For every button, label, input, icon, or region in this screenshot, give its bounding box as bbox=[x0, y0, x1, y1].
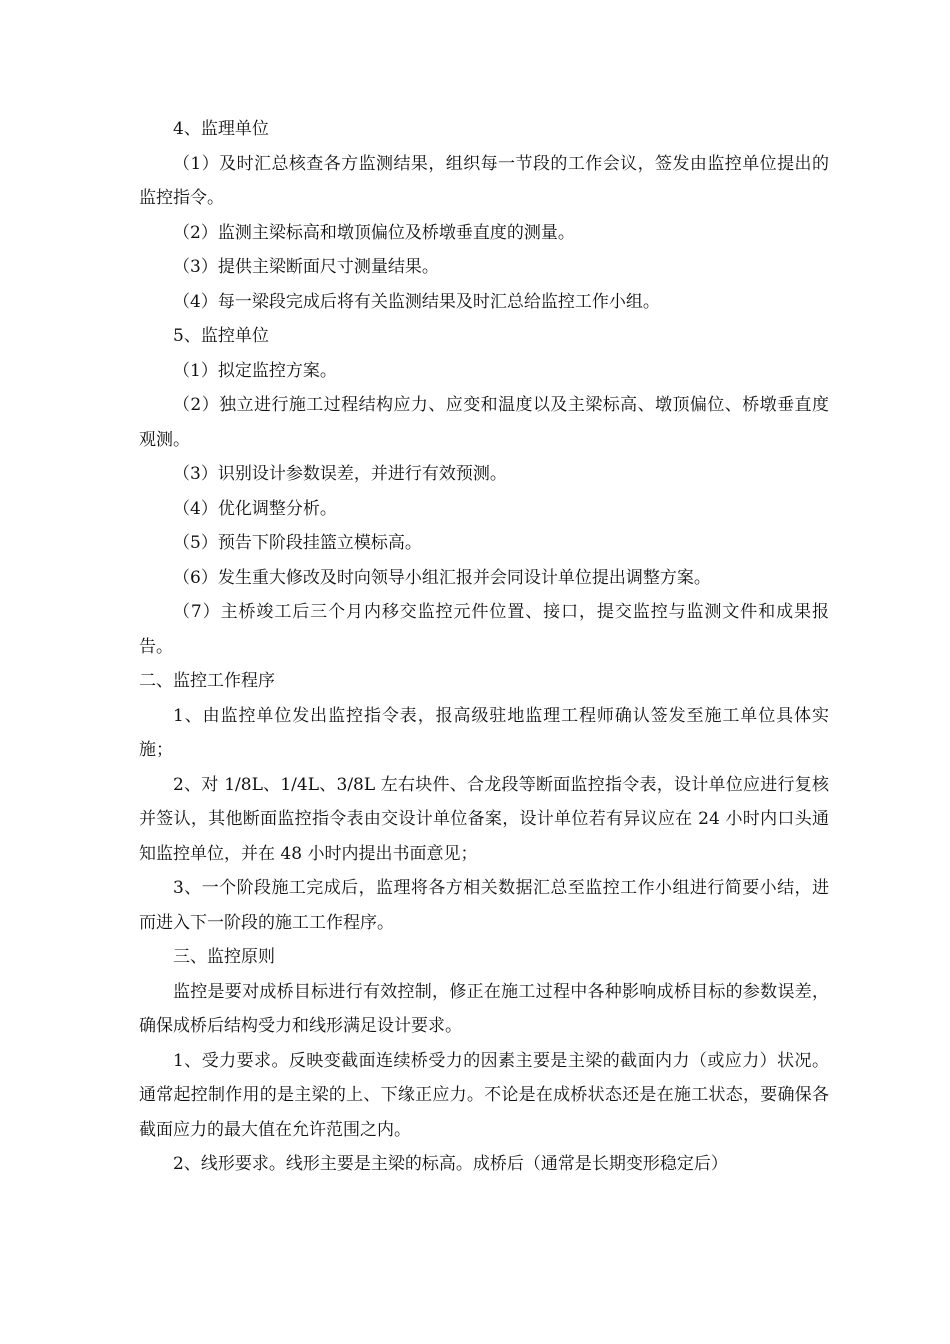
paragraph: （6）发生重大修改及时向领导小组汇报并会同设计单位提出调整方案。 bbox=[173, 567, 711, 588]
paragraph: （5）预告下阶段挂篮立模标高。 bbox=[173, 533, 422, 553]
paragraph: 监控是要对成桥目标进行有效控制，修正在施工过程中各种影响成桥目标的参数误差，确保成桥后结构受力和线形满足设计要求。 bbox=[139, 981, 829, 1036]
paragraph: 3、一个阶段施工完成后，监理将各方相关数据汇总至监控工作小组进行简要小结，进而进入下一阶段的施工工作程序。 bbox=[139, 878, 829, 933]
paragraph: 2、对 1/8L、1/4L、3/8L 左右块件、合龙段等断面监控指令表，设计单位应进行复核并签认，其他断面监控指令表由交设计单位备案，设计单位若有异议应在 24 小时内口头通知监控单位，并在 48 小时内提出书面意见； bbox=[139, 774, 829, 864]
paragraph: （4）每一梁段完成后将有关监测结果及时汇总给监控工作小组。 bbox=[173, 291, 660, 312]
paragraph: （2）独立进行施工过程结构应力、应变和温度以及主梁标高、墩顶偏位、桥墩垂直度观测。 bbox=[139, 395, 829, 450]
paragraph: （7）主桥竣工后三个月内移交监控元件位置、接口，提交监控与监测文件和成果报告。 bbox=[139, 602, 829, 657]
section-heading-supervision-unit: 4、监理单位 bbox=[173, 119, 269, 139]
paragraph: （4）优化调整分析。 bbox=[173, 498, 337, 519]
chapter-heading-monitoring-procedure: 二、监控工作程序 bbox=[139, 671, 275, 691]
paragraph: 2、线形要求。线形主要是主梁的标高。成桥后（通常是长期变形稳定后） bbox=[173, 1154, 728, 1174]
paragraph: 1、由监控单位发出监控指令表，报高级驻地监理工程师确认签发至施工单位具体实施； bbox=[139, 705, 829, 760]
chapter-heading-monitoring-principles: 三、监控原则 bbox=[173, 947, 275, 967]
paragraph: （1）拟定监控方案。 bbox=[173, 360, 337, 381]
paragraph: （3）识别设计参数误差，并进行有效预测。 bbox=[173, 464, 507, 484]
document-body bbox=[139, 112, 829, 1182]
paragraph: （2）监测主梁标高和墩顶偏位及桥墩垂直度的测量。 bbox=[173, 222, 575, 243]
section-heading-monitoring-unit: 5、监控单位 bbox=[173, 326, 269, 346]
paragraph: 1、受力要求。反映变截面连续桥受力的因素主要是主梁的截面内力（或应力）状况。通常起控制作用的是主梁的上、下缘正应力。不论是在成桥状态还是在施工状态，要确保各截面应力的最大值在允许范围之内。 bbox=[139, 1050, 829, 1140]
paragraph: （1）及时汇总核查各方监测结果，组织每一节段的工作会议，签发由监控单位提出的监控指令。 bbox=[139, 153, 829, 208]
paragraph: （3）提供主梁断面尺寸测量结果。 bbox=[173, 257, 439, 277]
